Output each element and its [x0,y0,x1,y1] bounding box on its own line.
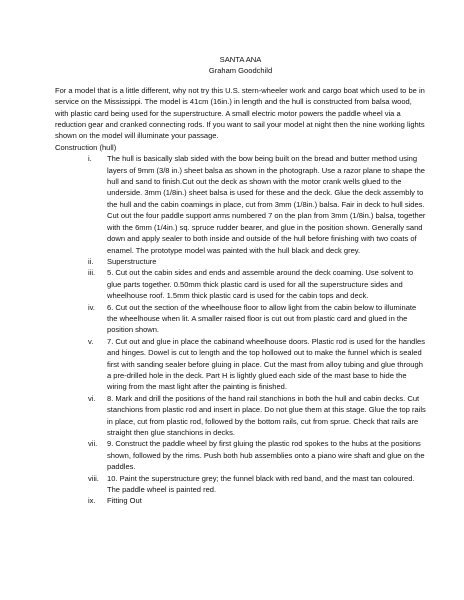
list-item-text: The hull is basically slab sided with the bow being built on the bread and butter method using layers of 9mm (3/8 in.) sheet balsa as shown in the photograph. Use a razor plane to shape the hull and sand to finish.Cut out the deck as shown with the motor crank wells glued to the underside. 3mm (1/8in.) sheet balsa is used for these and the deck. Glue the deck assembly to the hull and the cabin coamings in place, cut from 3mm (1/8in.) balsa. Fair in deck to hull sides. Cut out the four paddle support arms numbered 7 on the plan from 3mm (1/8in.) balsa, together with the 6mm (1/4in.) sq. spruce rudder bearer, and glue in the position shown. Generally sand down and apply sealer to both inside and outside of the hull before finishing with two coats of enamel. The prototype model was painted with the hull black and deck grey. [107,154,426,255]
list-item-number: ii. [88,256,94,266]
author-name: Graham Goodchild [208,66,273,76]
list-item-text: Fitting Out [107,496,142,506]
intro-paragraph: For a model that is a little different, why not try this U.S. stern-wheeler work and cargo boat which used to be in service on the Mississippi. The model is 41cm (16in.) in length and the hull is constructed from balsa wood, with plastic card being used for the superstructure. A small electric motor powers the paddle wheel via a reduction gear and cranked connecting rods. If you want to sail your model at night then the nine working lights shown on the model will illuminate your passage. [55,85,425,141]
list-item-text: 9. Construct the paddle wheel by first gluing the plastic rod spokes to the hubs at the positions shown, followed by the rims. Push both hub assemblies onto a piano wire shaft and glue on the paddles. [107,439,425,472]
list-item-text: 6. Cut out the section of the wheelhouse floor to allow light from the cabin below to illuminate the wheelhouse when lit. A smaller raised floor is cut out from plastic card and glued in the position shown. [107,302,417,335]
list-item [55,302,426,336]
list-item [55,153,426,256]
list-item-number: ix. [88,496,96,506]
list-item [55,495,426,506]
list-item-text: 7. Cut out and glue in place the cabinand wheelhouse doors. Plastic rod is used for the handles and hinges. Dowel is cut to length and the top hollowed out to make the funnel which is sealed first with sanding sealer before gluing in place. Cut the mast from alloy tubing and glue through a pre-drilled hole in the deck. Part H is lightly glued each side of the mast base to hide the wiring from the mast light after the painting is finished. [107,336,426,392]
list-item [55,336,426,393]
section-heading: Construction (hull) [55,142,117,152]
list-item-number: vi. [88,393,96,403]
list-item-number: iv. [88,302,95,312]
list-item [55,438,426,472]
steps-list [55,153,426,507]
list-item-number: viii. [88,473,99,483]
list-item [55,393,426,439]
list-item-number: i. [88,154,92,164]
list-item-text: 10. Paint the superstructure grey; the funnel black with red band, and the mast tan coloured. The paddle wheel is painted red. [107,473,415,495]
list-item-number: vii. [88,439,98,449]
list-item-text: 5. Cut out the cabin sides and ends and assemble around the deck coaming. Use solvent to glue parts together. 0.50mm thick plastic card is used for all the superstructure sides and wheelhouse roof. 1.5mm thick plastic card is used for the cabin tops and deck. [107,268,414,301]
list-item-text: 8. Mark and drill the positions of the hand rail stanchions in both the hull and cabin decks. Cut stanchions from plastic rod and insert in place. Do not glue them at this stage. Glue the top rails in place, cut from plastic rod, followed by the bottom rails, cut from sprue. Check that rails are straight then glue stanchions in decks. [107,393,426,437]
list-item-text: Superstructure [107,256,157,266]
list-item-number: v. [88,336,94,346]
list-item-number: iii. [88,268,96,278]
list-item [55,256,426,267]
list-item [55,473,426,496]
document-title: SANTA ANA [219,55,262,64]
list-item [55,267,426,301]
